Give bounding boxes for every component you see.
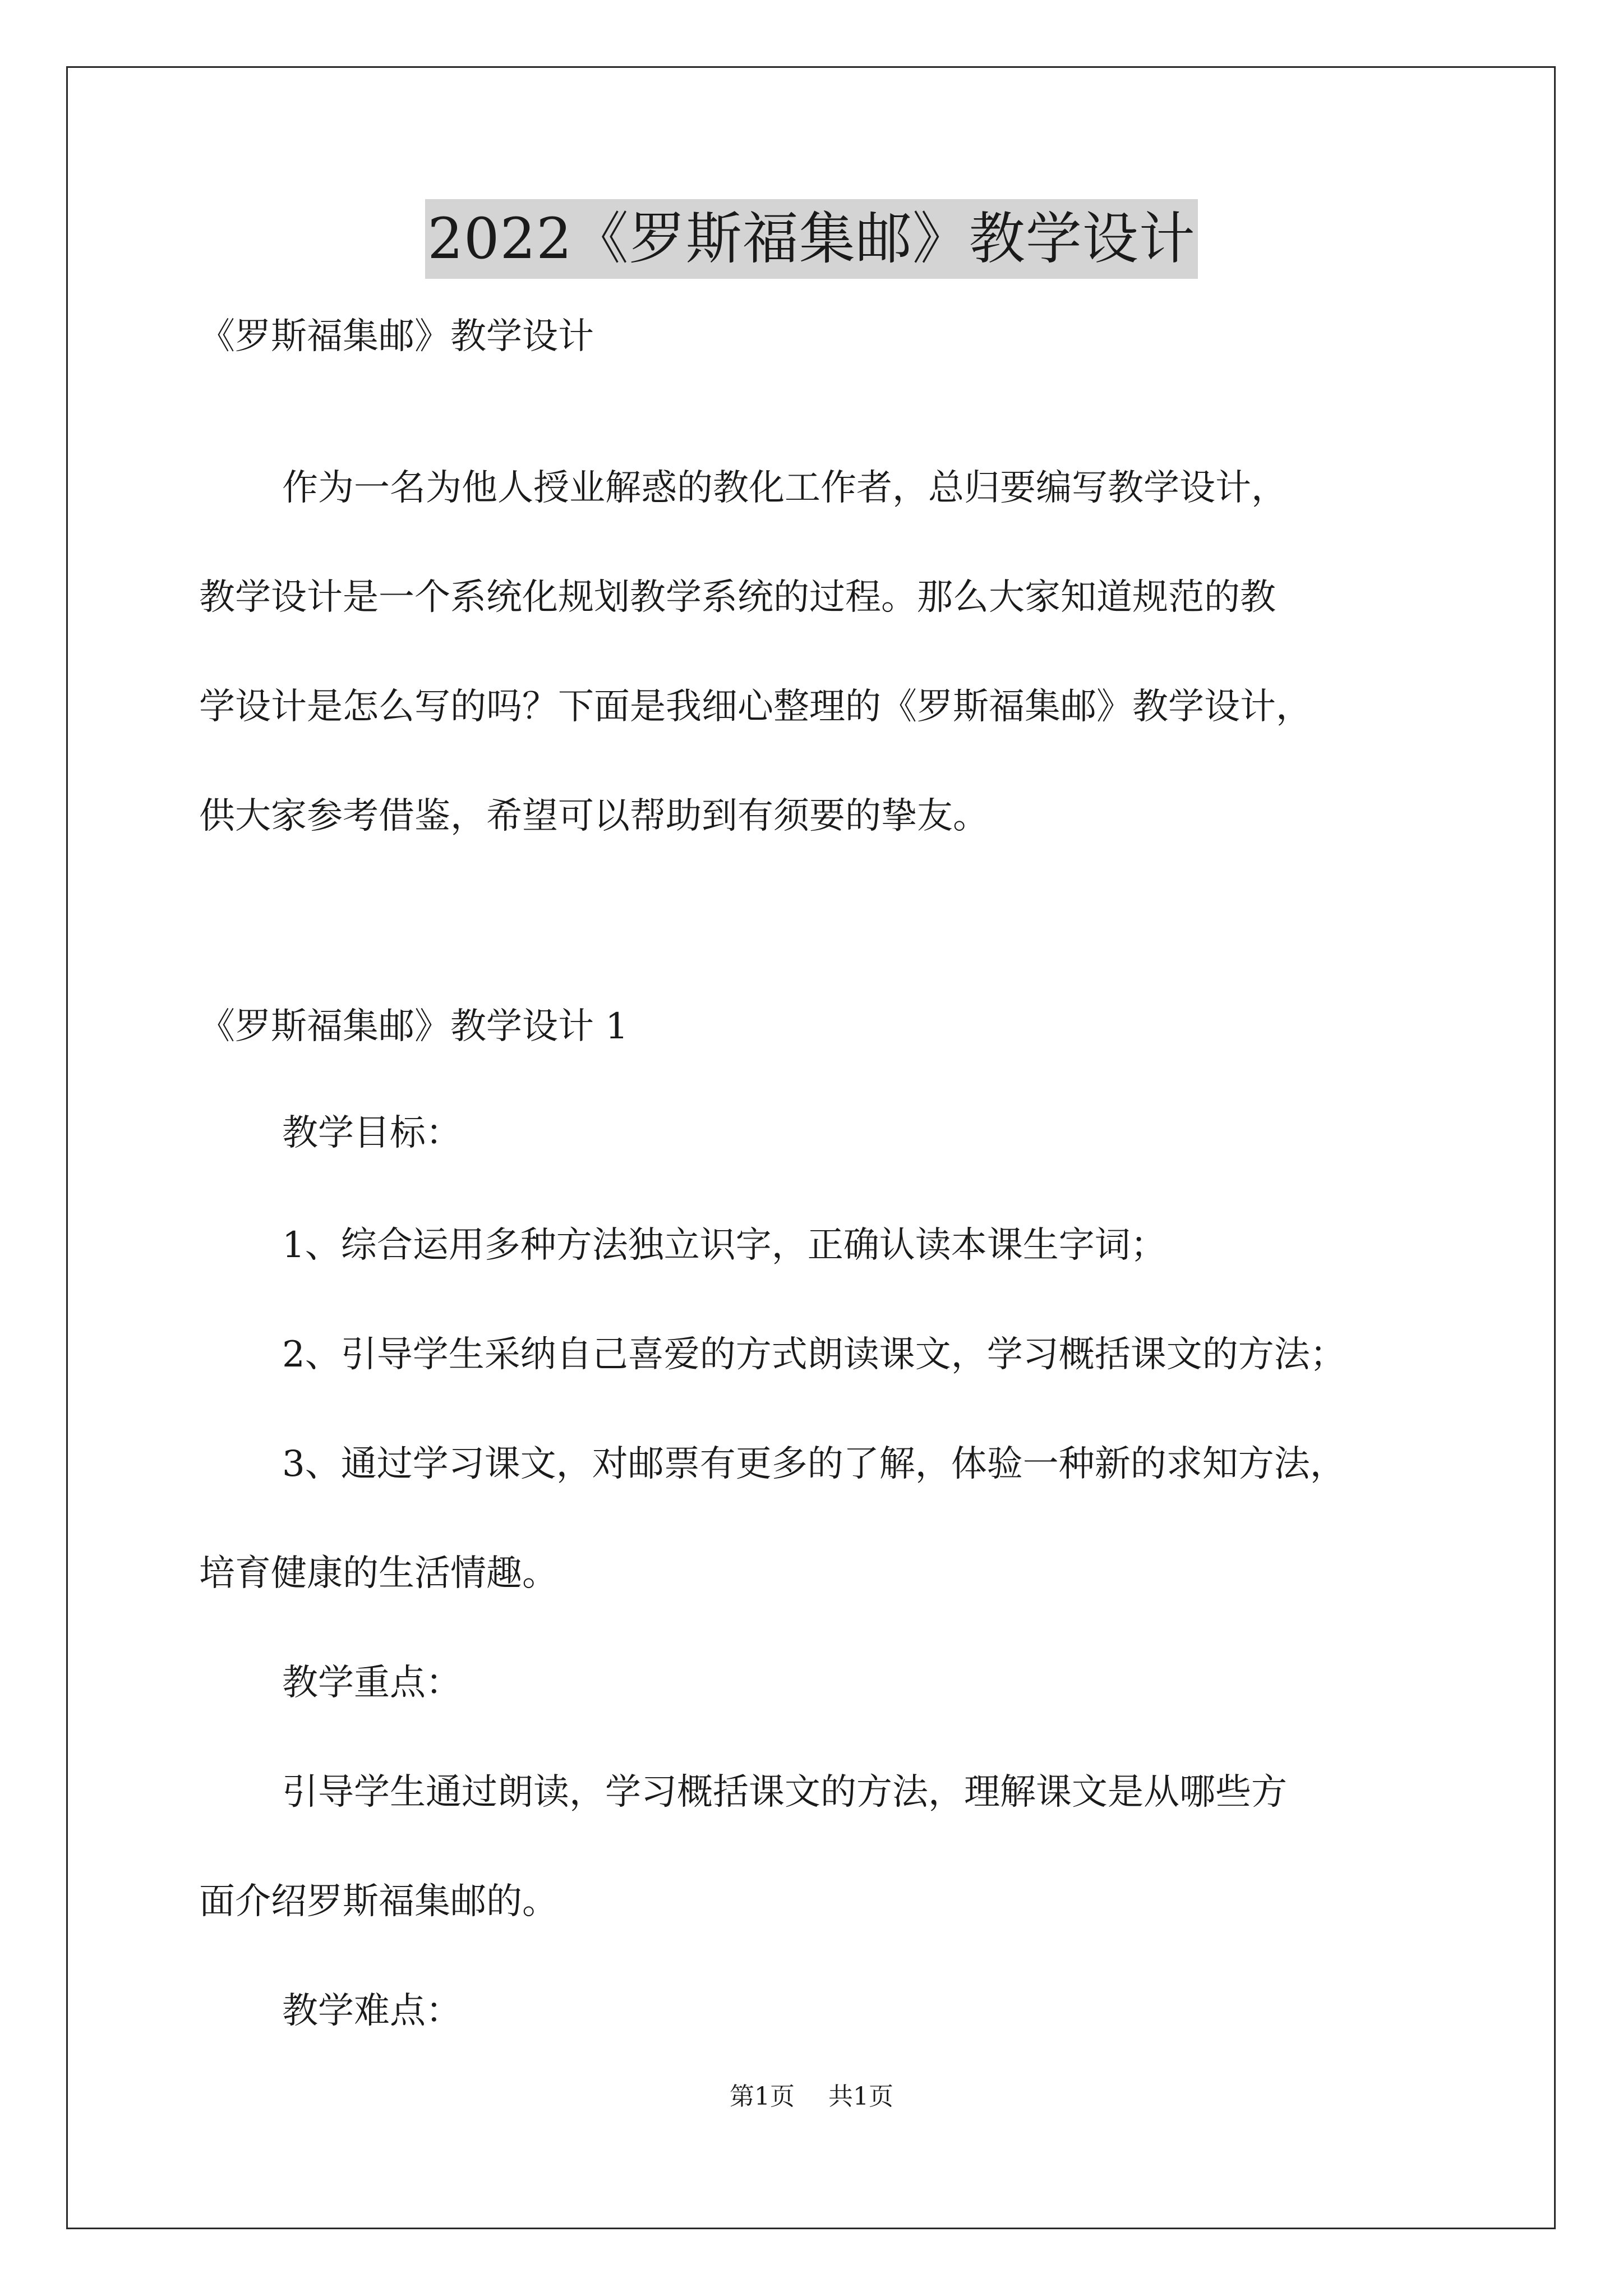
intro-line-4: 供大家参考借鉴，希望可以帮助到有须要的挚友。 xyxy=(199,795,989,837)
title-container xyxy=(0,199,1623,279)
focus-heading: 教学重点： xyxy=(282,1662,462,1704)
intro-line-3: 学设计是怎么写的吗？下面是我细心整理的《罗斯福集邮》教学设计， xyxy=(199,686,1312,728)
document-title: 2022《罗斯福集邮》教学设计 xyxy=(425,199,1198,279)
page-total: 共1页 xyxy=(828,2082,893,2111)
section-title: 《罗斯福集邮》教学设计 1 xyxy=(199,1006,629,1047)
intro-line-2: 教学设计是一个系统化规划教学系统的过程。那么大家知道规范的教 xyxy=(199,577,1276,618)
page-number: 第1页 xyxy=(730,2082,795,2111)
goal-2: 2、引导学生采纳自己喜爱的方式朗读课文，学习概括课文的方法； xyxy=(282,1334,1346,1375)
goal-3-line-2: 培育健康的生活情趣。 xyxy=(199,1553,558,1594)
goals-heading: 教学目标： xyxy=(282,1112,462,1154)
subtitle: 《罗斯福集邮》教学设计 xyxy=(199,316,594,357)
focus-line-2: 面介绍罗斯福集邮的。 xyxy=(199,1881,558,1922)
focus-line-1: 引导学生通过朗读，学习概括课文的方法，理解课文是从哪些方 xyxy=(282,1772,1287,1813)
difficulty-heading: 教学难点： xyxy=(282,1990,462,2032)
intro-line-1: 作为一名为他人授业解惑的教化工作者，总归要编写教学设计， xyxy=(282,467,1287,509)
goal-3-line-1: 3、通过学习课文，对邮票有更多的了解，体验一种新的求知方法， xyxy=(282,1443,1346,1485)
page-footer xyxy=(0,2080,1623,2114)
goal-1: 1、综合运用多种方法独立识字，正确认读本课生字词； xyxy=(282,1225,1166,1266)
